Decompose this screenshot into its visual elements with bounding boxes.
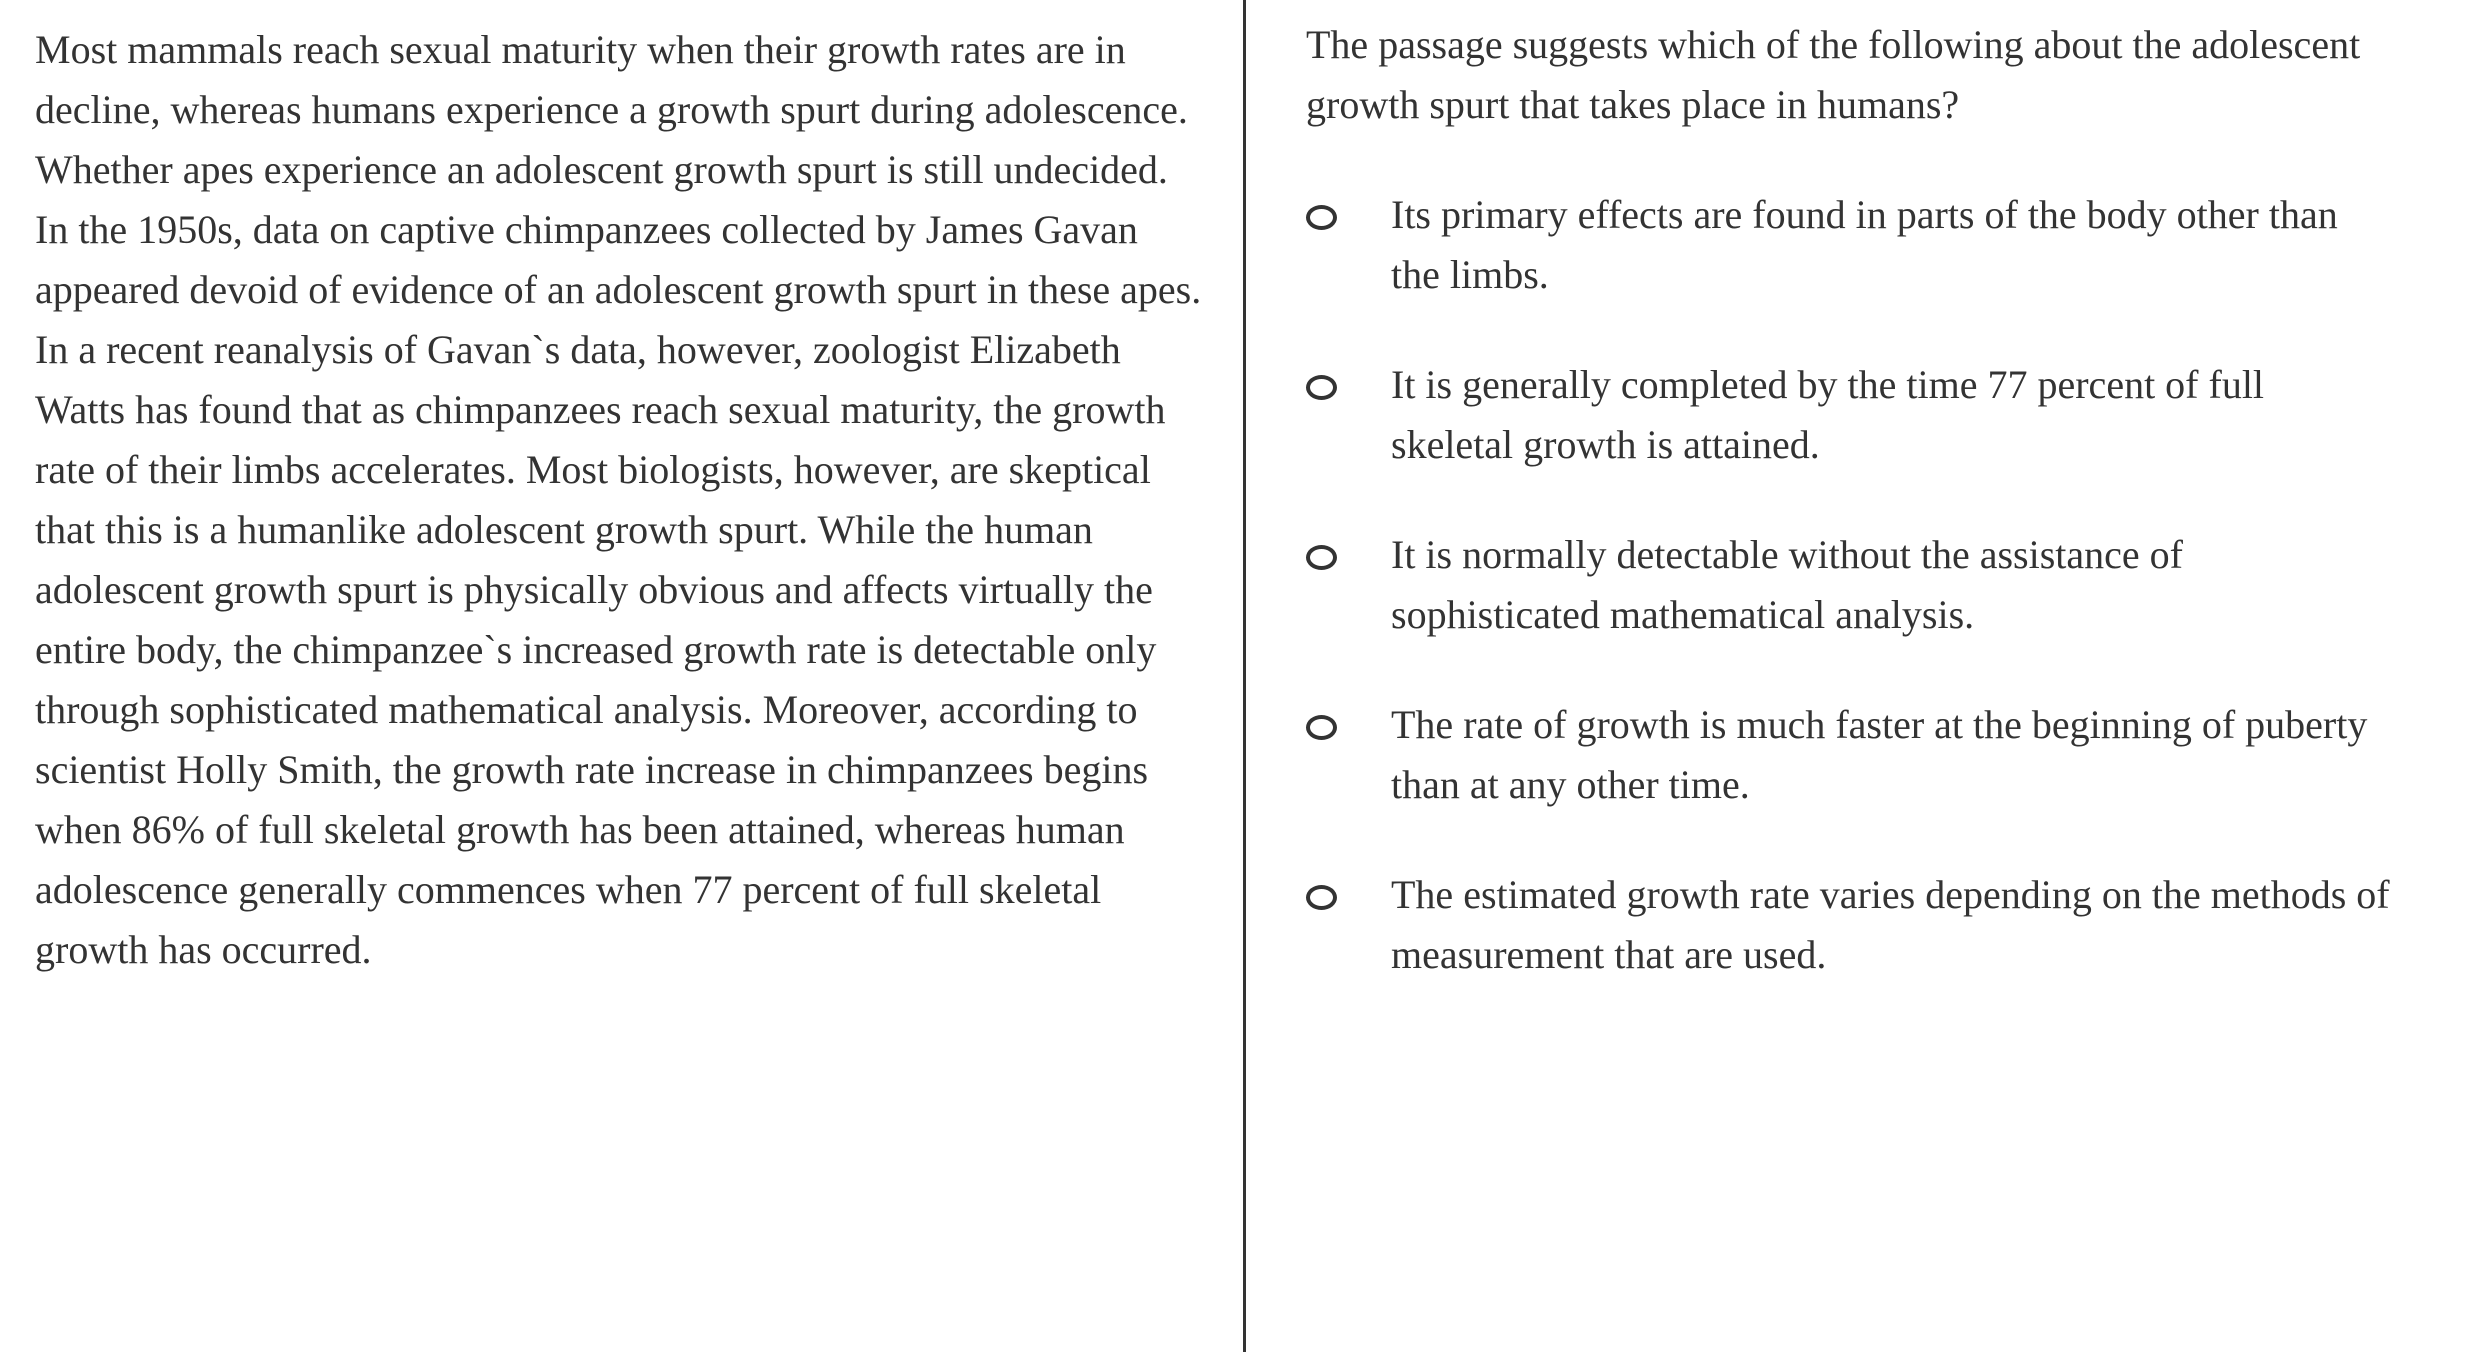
radio-button-icon[interactable] [1306, 885, 1337, 910]
question-stem: The passage suggests which of the following about the adolescent growth spurt that takes place in humans? [1306, 22, 2361, 127]
answer-choice-label: Its primary effects are found in parts of the body other than the limbs. [1391, 192, 2338, 297]
answer-choice-label: The estimated growth rate varies depending on the methods of measurement that are used. [1391, 872, 2390, 977]
radio-button-icon[interactable] [1306, 545, 1337, 570]
answer-choice-2[interactable] [1306, 355, 2456, 525]
radio-button-icon[interactable] [1306, 205, 1337, 230]
answer-choice-1[interactable] [1306, 185, 2456, 355]
radio-button-icon[interactable] [1306, 715, 1337, 740]
question-pane [1246, 0, 2471, 1352]
radio-button-icon[interactable] [1306, 375, 1337, 400]
answer-choice-5[interactable] [1306, 865, 2456, 1035]
passage-text: Most mammals reach sexual maturity when their growth rates are in decline, whereas humans experience a growth spurt during adolescence. Whether apes experience an adolescent growth spurt is still undecided. In the 1950s, data on captive chimpanzees collected by James Gavan appeared devoid of evidence of an adolescent growth spurt in these apes. In a recent reanalysis of Gavan`s data, however, zoologist Elizabeth Watts has found that as chimpanzees reach sexual maturity, the growth rate of their limbs accelerates. Most biologists, however, are skeptical that this is a humanlike adolescent growth spurt. While the human adolescent growth spurt is physically obvious and affects virtually the entire body, the chimpanzee`s increased growth rate is detectable only through sophisticated mathematical analysis. Moreover, according to scientist Holly Smith, the growth rate increase in chimpanzees begins when 86% of full skeletal growth has been attained, whereas human adolescence generally commences when 77 percent of full skeletal growth has occurred. [35, 27, 1202, 972]
answer-choice-4[interactable] [1306, 695, 2456, 865]
answer-choice-label: It is generally completed by the time 77 percent of full skeletal growth is attained. [1391, 362, 2265, 467]
answer-choices [1306, 185, 2456, 1035]
answer-choice-label: It is normally detectable without the assistance of sophisticated mathematical analysis. [1391, 532, 2183, 637]
answer-choice-3[interactable] [1306, 525, 2456, 695]
answer-choice-label: The rate of growth is much faster at the beginning of puberty than at any other time. [1391, 702, 2368, 807]
